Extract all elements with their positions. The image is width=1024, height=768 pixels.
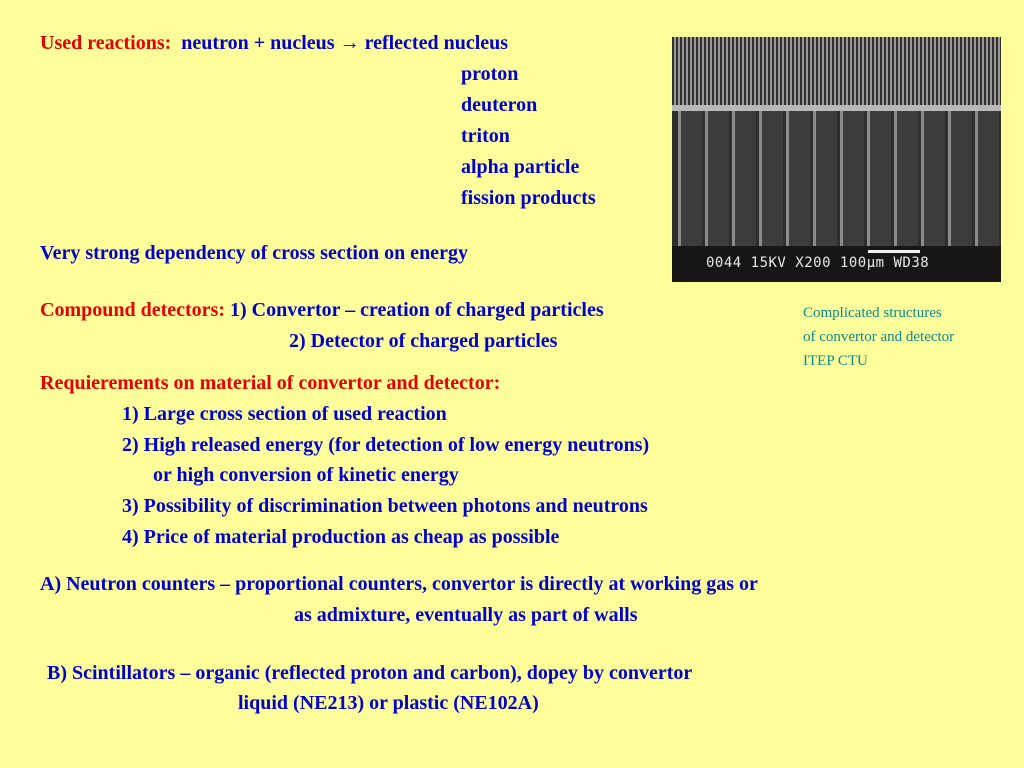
sem-fine-line (738, 37, 740, 109)
requirement-4: 4) Price of material production as cheap as possible (122, 526, 560, 548)
sem-fine-line (806, 37, 808, 109)
sem-fine-line (814, 37, 816, 109)
sem-fine-line (826, 37, 828, 109)
sem-fine-line (942, 37, 944, 109)
product-alpha: alpha particle (461, 156, 580, 178)
sem-fine-line (698, 37, 700, 109)
sem-fine-line (870, 37, 872, 109)
sem-fine-line (902, 37, 904, 109)
sem-fine-line (894, 37, 896, 109)
sem-fine-line (694, 37, 696, 109)
sem-fine-line (838, 37, 840, 109)
sem-channel-wall (948, 111, 951, 251)
used-reactions-label: Used reactions: (40, 32, 172, 54)
sem-fine-line (790, 37, 792, 109)
sem-fine-line (986, 37, 988, 109)
sem-channel-wall (678, 111, 681, 251)
sem-fine-line (858, 37, 860, 109)
sem-fine-line (882, 37, 884, 109)
sem-fine-line (906, 37, 908, 109)
sem-fine-line (950, 37, 952, 109)
sem-fine-line (794, 37, 796, 109)
counters-line-2: as admixture, eventually as part of walls (294, 604, 638, 626)
compound-item-1: 1) Convertor – creation of charged particles (230, 299, 604, 321)
sem-channel (897, 111, 918, 251)
sem-fine-line (762, 37, 764, 109)
sem-fine-line (978, 37, 980, 109)
sem-fine-line (974, 37, 976, 109)
sem-fine-line (918, 37, 920, 109)
sem-fine-line (914, 37, 916, 109)
sem-fine-line (862, 37, 864, 109)
sem-fine-line (706, 37, 708, 109)
sem-channel-wall (732, 111, 735, 251)
sem-fine-line (954, 37, 956, 109)
sem-fine-line (970, 37, 972, 109)
sem-fine-line (770, 37, 772, 109)
sem-fine-line (886, 37, 888, 109)
sem-fine-line (982, 37, 984, 109)
sem-scale-bar (868, 250, 920, 253)
sem-fine-line (822, 37, 824, 109)
sem-fine-line (966, 37, 968, 109)
sem-fine-line (890, 37, 892, 109)
sem-fine-line (930, 37, 932, 109)
product-deuteron: deuteron (461, 94, 538, 116)
sem-fine-line (754, 37, 756, 109)
sem-fine-line (726, 37, 728, 109)
sem-channel-wall (786, 111, 789, 251)
sem-fine-line (718, 37, 720, 109)
sem-fine-line (810, 37, 812, 109)
sem-fine-line (846, 37, 848, 109)
sem-fine-line (722, 37, 724, 109)
sem-channel (978, 111, 999, 251)
requirement-1: 1) Large cross section of used reaction (122, 403, 447, 425)
sem-fine-line (802, 37, 804, 109)
sem-fine-line (854, 37, 856, 109)
caption-line-1: Complicated structures (803, 305, 942, 321)
sem-fine-line (730, 37, 732, 109)
sem-fine-line (782, 37, 784, 109)
reaction-text: neutron + nucleus → reflected nucleus (181, 32, 509, 54)
sem-fine-line (742, 37, 744, 109)
sem-micrograph-image (672, 37, 1001, 282)
sem-fine-line (758, 37, 760, 109)
scintillators-line-2: liquid (NE213) or plastic (NE102A) (238, 692, 539, 714)
sem-channel-wall (705, 111, 708, 251)
sem-fine-line (678, 37, 680, 109)
sem-fine-line (774, 37, 776, 109)
sem-fine-line (874, 37, 876, 109)
sem-channel (735, 111, 756, 251)
sem-fine-line (962, 37, 964, 109)
sem-fine-line (710, 37, 712, 109)
sem-fine-line (674, 37, 676, 109)
used-reactions-line (40, 31, 508, 55)
sem-fine-line (702, 37, 704, 109)
sem-fine-line (990, 37, 992, 109)
sem-channel-wall (813, 111, 816, 251)
counters-line-1: A) Neutron counters – proportional counters, convertor is directly at working gas or (40, 573, 758, 595)
sem-fine-line (934, 37, 936, 109)
sem-fine-line (818, 37, 820, 109)
sem-channel (816, 111, 837, 251)
sem-fine-line (746, 37, 748, 109)
scintillators-line-1: B) Scintillators – organic (reflected proton and carbon), dopey by convertor (47, 662, 693, 684)
sem-channel (708, 111, 729, 251)
requirement-2: 2) High released energy (for detection of low energy neutrons) (122, 434, 650, 456)
caption-line-2: of convertor and detector (803, 329, 955, 345)
product-triton: triton (461, 125, 510, 147)
sem-fine-line (830, 37, 832, 109)
sem-fine-line (682, 37, 684, 109)
product-fission: fission products (461, 187, 596, 209)
sem-fine-line (686, 37, 688, 109)
sem-fine-line (798, 37, 800, 109)
compound-line-1 (40, 298, 604, 322)
product-proton: proton (461, 63, 519, 85)
sem-fine-line (866, 37, 868, 109)
sem-fine-line (938, 37, 940, 109)
requirement-3: 3) Possibility of discrimination between photons and neutrons (122, 495, 648, 517)
sem-fine-line (878, 37, 880, 109)
sem-fine-line (946, 37, 948, 109)
sem-fine-line (926, 37, 928, 109)
sem-channel (789, 111, 810, 251)
sem-fine-line (850, 37, 852, 109)
sem-channel-wall (840, 111, 843, 251)
sem-fine-line (766, 37, 768, 109)
compound-label: Compound detectors: (40, 299, 225, 321)
sem-fine-line (778, 37, 780, 109)
sem-channel (681, 111, 702, 251)
requirements-heading: Requierements on material of convertor and detector: (40, 372, 501, 394)
compound-item-2: 2) Detector of charged particles (289, 330, 558, 352)
sem-fine-line (898, 37, 900, 109)
sem-channel-wall (894, 111, 897, 251)
sem-info-label: 0044 15KV X200 100μm WD38 (706, 255, 930, 271)
sem-ridge (672, 105, 1001, 111)
sem-fine-line (750, 37, 752, 109)
caption-line-3: ITEP CTU (803, 353, 868, 369)
sem-channel-wall (921, 111, 924, 251)
sem-channel (924, 111, 945, 251)
sem-fine-line (734, 37, 736, 109)
sem-fine-line (958, 37, 960, 109)
requirement-2-cont: or high conversion of kinetic energy (153, 464, 459, 486)
sem-channel (870, 111, 891, 251)
sem-fine-line (998, 37, 1000, 109)
sem-channel (762, 111, 783, 251)
sem-fine-line (786, 37, 788, 109)
sem-channel-wall (759, 111, 762, 251)
sem-fine-line (910, 37, 912, 109)
sem-channel (843, 111, 864, 251)
sem-fine-line (922, 37, 924, 109)
sem-fine-line (690, 37, 692, 109)
sem-fine-line (834, 37, 836, 109)
sem-channel-wall (975, 111, 978, 251)
sem-fine-line (714, 37, 716, 109)
dependency-text: Very strong dependency of cross section on energy (40, 242, 468, 264)
sem-channel (951, 111, 972, 251)
sem-fine-line (994, 37, 996, 109)
sem-channel-wall (867, 111, 870, 251)
sem-fine-line (842, 37, 844, 109)
